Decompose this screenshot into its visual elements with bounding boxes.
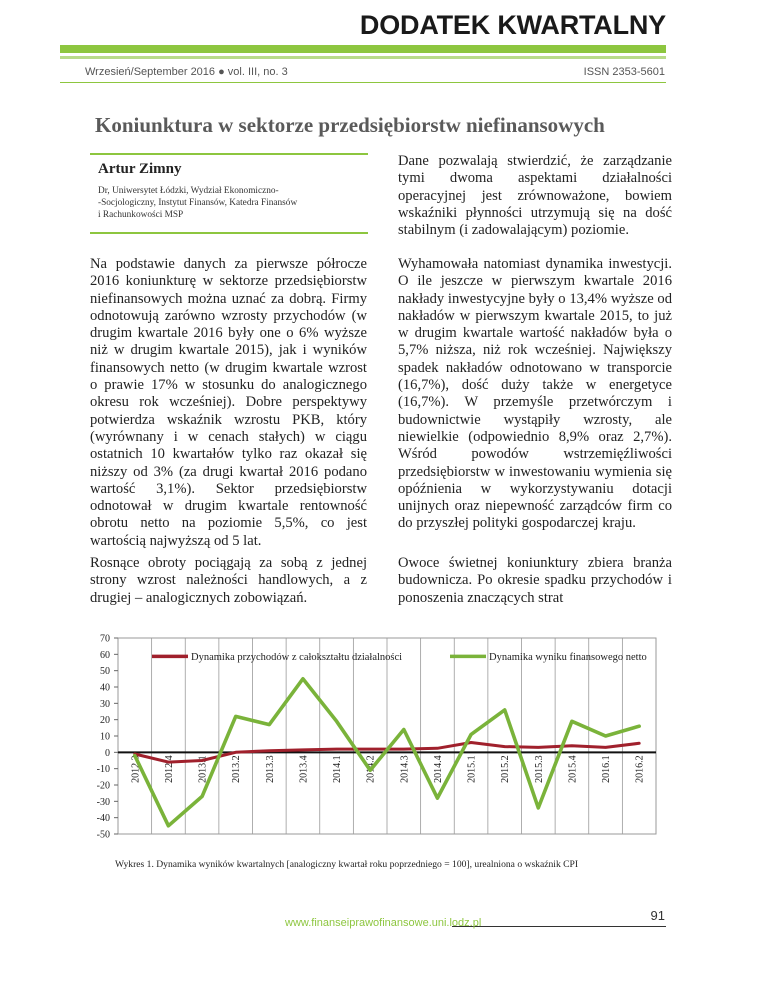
article-title: Koniunktura w sektorze przedsiębiorstw niefinansowych xyxy=(95,113,605,137)
x-tick-label: 2016.2 xyxy=(634,755,646,783)
author-affiliation xyxy=(98,185,363,221)
chart-svg xyxy=(70,632,670,842)
x-tick-label: 2014.4 xyxy=(432,755,444,783)
y-tick-label: 30 xyxy=(100,698,110,710)
paragraph-right-2: Wyhamowała natomiast dynamika inwestycji. O ile jeszcze w pierwszym kwartale 2016 nakłady inwestycyjne były o 13,4% wyższe od nakładów w pierwszym kwartale 2015, to już w drugim kwartale wartość nakładów była o 5,7% niższa, niż rok wcześniej. Największy spadek nakładów odnotowano w transporcie (16,7%), dość duży także w energetyce (16,7%). W przemyśle przetwórczym i budownictwie wystąpiły wzrosty, ale niewielkie (odpowiednio 8,9% oraz 2,7%). Wśród powodów wstrzemięźliwości przedsiębiorstw w inwestowaniu wymienia się opóźnienia w wykorzystywaniu dotacji unijnych oraz niepewność zarządców firm co do przyszłej polityki gospodarczej kraju. xyxy=(398,256,672,532)
y-tick-label: 50 xyxy=(100,666,110,678)
x-tick-label: 2014.3 xyxy=(399,755,411,783)
x-tick-label: 2013.2 xyxy=(231,755,243,783)
chart xyxy=(70,632,670,842)
author-affiliation-text: Dr, Uniwersytet Łódzki, Wydział Ekonomiczno- -Socjologiczny, Instytut Finansów, Katedra Finansów i Rachunkowości MSP xyxy=(98,186,298,220)
x-tick-label: 2012.3 xyxy=(130,755,142,783)
footer-url[interactable]: www.finanseiprawofinansowe.uni.lodz.pl xyxy=(285,917,482,929)
paragraph-left-1: Na podstawie danych za pierwsze półrocze 2016 koniunkturę w sektorze przedsiębiorstw niefinansowych można uznać za dobrą. Firmy odnotowują zarówno wzrosty przychodów (w drugim kwartale 2016 były one o 6% wyższe niż w drugim kwartale 2015), jak i wyników finansowych netto (w drugim kwartale wzrost o prawie 17% w stosunku do analogicznego okresu rok wcześniej). Dobre perspektywy potwierdza wskaźnik wzrostu PKB, który (wyrównany i w cenach stałych) w ciągu ostatnich 10 kwartałów tylko raz okazał się niższy od 3% (za drugi kwartał 2016 podano wartość 3,1%). Sektor przedsiębiorstw odnotował w drugim kwartale rentowność obrotu netto na poziomie 5,5%, co jest wartością najwyższą od 5 lat. xyxy=(90,256,367,549)
y-tick-label: -30 xyxy=(96,796,110,808)
header-band-secondary xyxy=(60,56,666,59)
legend-label: Dynamika przychodów z całokształtu działalności xyxy=(191,651,403,663)
page-number: 91 xyxy=(650,908,665,923)
author-name: Artur Zimny xyxy=(98,161,182,177)
paragraph-right-1: Dane pozwalają stwierdzić, że zarządzanie tymi dwoma aspektami działalności operacyjnej jest zrównoważone, bowiem wskaźniki płynności utrzymują się na dość stabilnym (i zadowalającym) poziomie. xyxy=(398,153,672,239)
y-tick-label: -50 xyxy=(96,829,110,841)
footer-divider xyxy=(452,926,666,927)
x-tick-label: 2014.2 xyxy=(365,755,377,783)
x-tick-label: 2014.1 xyxy=(332,755,344,783)
x-tick-label: 2012.4 xyxy=(163,755,175,783)
y-tick-label: 60 xyxy=(100,649,110,661)
author-box xyxy=(90,153,368,234)
y-tick-label: -20 xyxy=(96,780,110,792)
y-tick-label: 0 xyxy=(105,747,110,759)
x-tick-label: 2013.1 xyxy=(197,755,209,783)
paragraph-left-2: Rosnące obroty pociągają za sobą z jednej strony wzrost należności handlowych, a z drugiej – analogicznych zobowiązań. xyxy=(90,555,367,606)
y-tick-label: 70 xyxy=(100,633,110,645)
y-tick-label: 10 xyxy=(100,731,110,743)
journal-header-title: DODATEK KWARTALNY xyxy=(359,10,666,40)
x-tick-label: 2013.3 xyxy=(264,755,276,783)
x-tick-label: 2015.4 xyxy=(567,755,579,783)
issn: ISSN 2353-5601 xyxy=(583,66,665,78)
header-divider xyxy=(60,82,666,83)
header-band xyxy=(60,45,666,53)
x-tick-label: 2015.1 xyxy=(466,755,478,783)
x-tick-label: 2016.1 xyxy=(601,755,613,783)
y-tick-label: 40 xyxy=(100,682,110,694)
y-tick-label: -10 xyxy=(96,764,110,776)
y-tick-label: -40 xyxy=(96,813,110,825)
x-tick-label: 2015.3 xyxy=(533,755,545,783)
x-tick-label: 2013.4 xyxy=(298,755,310,783)
paragraph-right-3: Owoce świetnej koniunktury zbiera branża budownicza. Po okresie spadku przychodów i ponoszenia znaczących strat xyxy=(398,555,672,606)
y-tick-label: 20 xyxy=(100,715,110,727)
chart-caption: Wykres 1. Dynamika wyników kwartalnych [analogiczny kwartał roku poprzedniego = 100], urealniona o wskaźnik CPI xyxy=(115,859,579,870)
x-tick-label: 2015.2 xyxy=(500,755,512,783)
issue-info: Wrzesień/September 2016 ● vol. III, no. 3 xyxy=(85,66,288,78)
legend-label: Dynamika wyniku finansowego netto xyxy=(489,651,647,663)
